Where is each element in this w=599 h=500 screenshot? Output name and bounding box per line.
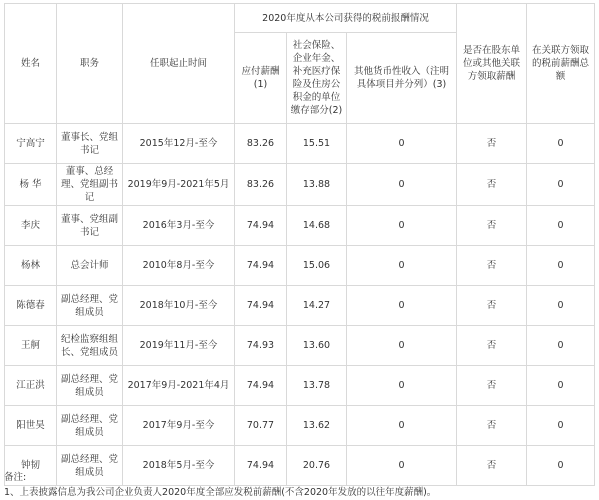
cell-name: 陈德春 bbox=[5, 286, 57, 326]
cell-related-amount: 0 bbox=[527, 366, 595, 406]
cell-term: 2018年5月-至今 bbox=[123, 446, 235, 486]
notes-line-1: 1、上表披露信息为我公司企业负责人2020年度全部应发税前薪酬(不含2020年发放的以往年度薪酬)。 bbox=[4, 487, 437, 498]
cell-term: 2019年9月-2021年5月 bbox=[123, 164, 235, 206]
header-social: 社会保险、企业年金、补充医疗保险及住房公积金的单位缴存部分(2) bbox=[287, 33, 347, 124]
cell-other: 0 bbox=[347, 124, 457, 164]
cell-other: 0 bbox=[347, 406, 457, 446]
table-row bbox=[5, 366, 595, 406]
cell-social: 14.27 bbox=[287, 286, 347, 326]
cell-related: 否 bbox=[457, 366, 527, 406]
cell-related-amount: 0 bbox=[527, 164, 595, 206]
cell-name: 杨林 bbox=[5, 246, 57, 286]
cell-social: 15.06 bbox=[287, 246, 347, 286]
header-related: 是否在股东单位或其他关联方领取薪酬 bbox=[457, 4, 527, 124]
cell-salary: 74.94 bbox=[235, 286, 287, 326]
cell-term: 2017年9月-至今 bbox=[123, 406, 235, 446]
header-related-amount: 在关联方领取的税前薪酬总额 bbox=[527, 4, 595, 124]
cell-name: 宁高宁 bbox=[5, 124, 57, 164]
compensation-table bbox=[4, 3, 595, 486]
cell-term: 2019年11月-至今 bbox=[123, 326, 235, 366]
cell-term: 2017年9月-2021年4月 bbox=[123, 366, 235, 406]
table-row bbox=[5, 206, 595, 246]
cell-related: 否 bbox=[457, 446, 527, 486]
cell-name: 李庆 bbox=[5, 206, 57, 246]
cell-salary: 74.94 bbox=[235, 446, 287, 486]
cell-related: 否 bbox=[457, 124, 527, 164]
cell-social: 20.76 bbox=[287, 446, 347, 486]
header-name: 姓名 bbox=[5, 4, 57, 124]
cell-position: 副总经理、党组成员 bbox=[57, 286, 123, 326]
cell-term: 2018年10月-至今 bbox=[123, 286, 235, 326]
cell-name: 江正洪 bbox=[5, 366, 57, 406]
cell-salary: 74.94 bbox=[235, 206, 287, 246]
table-row bbox=[5, 124, 595, 164]
cell-related: 否 bbox=[457, 406, 527, 446]
cell-name: 杨 华 bbox=[5, 164, 57, 206]
cell-related: 否 bbox=[457, 246, 527, 286]
cell-related-amount: 0 bbox=[527, 326, 595, 366]
table-row bbox=[5, 286, 595, 326]
cell-related-amount: 0 bbox=[527, 446, 595, 486]
cell-other: 0 bbox=[347, 446, 457, 486]
cell-position: 总会计师 bbox=[57, 246, 123, 286]
cell-term: 2010年8月-至今 bbox=[123, 246, 235, 286]
cell-other: 0 bbox=[347, 286, 457, 326]
cell-social: 15.51 bbox=[287, 124, 347, 164]
cell-other: 0 bbox=[347, 366, 457, 406]
table-body bbox=[5, 124, 595, 486]
header-group-title: 2020年度从本公司获得的税前报酬情况 bbox=[235, 4, 457, 33]
cell-position: 董事长、党组书记 bbox=[57, 124, 123, 164]
cell-other: 0 bbox=[347, 326, 457, 366]
header-position: 职务 bbox=[57, 4, 123, 124]
cell-name: 钟韧 bbox=[5, 446, 57, 486]
cell-social: 13.78 bbox=[287, 366, 347, 406]
cell-position: 副总经理、党组成员 bbox=[57, 406, 123, 446]
cell-position: 董事、总经理、党组副书记 bbox=[57, 164, 123, 206]
cell-salary: 83.26 bbox=[235, 164, 287, 206]
cell-related-amount: 0 bbox=[527, 406, 595, 446]
cell-related-amount: 0 bbox=[527, 124, 595, 164]
cell-name: 王舸 bbox=[5, 326, 57, 366]
cell-other: 0 bbox=[347, 164, 457, 206]
cell-salary: 74.94 bbox=[235, 366, 287, 406]
cell-salary: 83.26 bbox=[235, 124, 287, 164]
cell-social: 13.62 bbox=[287, 406, 347, 446]
cell-social: 13.60 bbox=[287, 326, 347, 366]
cell-related: 否 bbox=[457, 286, 527, 326]
header-term: 任职起止时间 bbox=[123, 4, 235, 124]
cell-salary: 74.93 bbox=[235, 326, 287, 366]
cell-term: 2016年3月-至今 bbox=[123, 206, 235, 246]
cell-related: 否 bbox=[457, 326, 527, 366]
cell-related: 否 bbox=[457, 164, 527, 206]
header-salary: 应付薪酬(1) bbox=[235, 33, 287, 124]
cell-other: 0 bbox=[347, 206, 457, 246]
cell-related-amount: 0 bbox=[527, 286, 595, 326]
table-row bbox=[5, 406, 595, 446]
notes bbox=[4, 470, 436, 500]
table-row bbox=[5, 246, 595, 286]
cell-related: 否 bbox=[457, 206, 527, 246]
table-row bbox=[5, 326, 595, 366]
cell-position: 副总经理、党组成员 bbox=[57, 446, 123, 486]
table-row bbox=[5, 164, 595, 206]
header-other: 其他货币性收入（注明具体项目并分列）(3) bbox=[347, 33, 457, 124]
notes-title: 备注: bbox=[4, 472, 27, 483]
cell-social: 14.68 bbox=[287, 206, 347, 246]
cell-other: 0 bbox=[347, 246, 457, 286]
cell-position: 纪检监察组组长、党组成员 bbox=[57, 326, 123, 366]
cell-term: 2015年12月-至今 bbox=[123, 124, 235, 164]
cell-related-amount: 0 bbox=[527, 206, 595, 246]
cell-position: 副总经理、党组成员 bbox=[57, 366, 123, 406]
cell-social: 13.88 bbox=[287, 164, 347, 206]
cell-salary: 74.94 bbox=[235, 246, 287, 286]
cell-related-amount: 0 bbox=[527, 246, 595, 286]
cell-salary: 70.77 bbox=[235, 406, 287, 446]
cell-position: 董事、党组副书记 bbox=[57, 206, 123, 246]
header-row-top bbox=[5, 4, 595, 33]
cell-name: 阳世昊 bbox=[5, 406, 57, 446]
